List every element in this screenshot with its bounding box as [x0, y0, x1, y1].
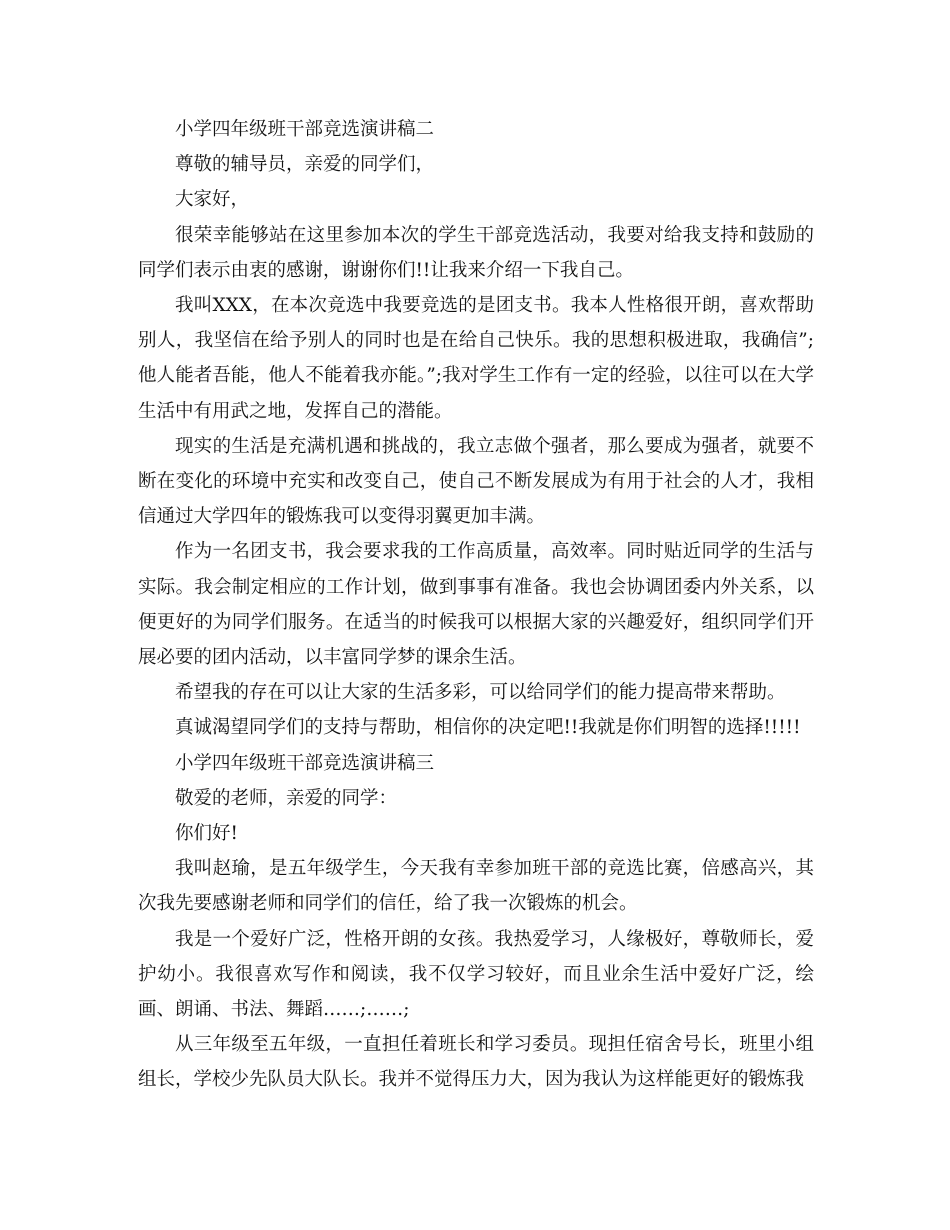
body-paragraph: 真诚渴望同学们的支持与帮助，相信你的决定吧!!我就是你们明智的选择!!!!! — [175, 717, 801, 739]
salutation-paragraph: 敬爱的老师，亲爱的同学： — [175, 787, 398, 809]
body-paragraph: 现实的生活是充满机遇和挑战的，我立志做个强者，那么要成为强者，就要不断在变化的环境中充实和改变自己，使自己不断发展成为有用于社会的人才，我相信通过大学四年的锻炼我可以变得羽翼更加丰满。 — [138, 435, 814, 528]
section-title-2: 小学四年级班干部竞选演讲稿二 — [175, 119, 435, 140]
body-paragraph: 很荣幸能够站在这里参加本次的学生干部竞选活动，我要对给我支持和鼓励的同学们表示由衷的感谢，谢谢你们!!让我来介绍一下我自己。 — [138, 224, 814, 281]
document-body — [138, 112, 814, 1098]
greeting-paragraph: 你们好! — [175, 823, 238, 845]
body-paragraph: 作为一名团支书，我会要求我的工作高质量，高效率。同时贴近同学的生活与实际。我会制定相应的工作计划，做到事事有准备。我也会协调团委内外关系，以便更好的为同学们服务。在适当的时候我可以根据大家的兴趣爱好，组织同学们开展必要的团内活动，以丰富同学梦的课余生活。 — [138, 541, 814, 669]
body-paragraph: 我叫赵瑜，是五年级学生，今天我有幸参加班干部的竞选比赛，倍感高兴，其次我先要感谢老师和同学们的信任，给了我一次锻炼的机会。 — [138, 858, 814, 915]
body-paragraph: 我叫XXX，在本次竞选中我要竞选的是团支书。我本人性格很开朗，喜欢帮助别人，我坚信在给予别人的同时也是在给自己快乐。我的思想积极进取，我确信”;他人能者吾能，他人不能着我亦能。”;我对学生工作有一定的经验，以往可以在大学生活中有用武之地，发挥自己的潜能。 — [138, 295, 814, 422]
greeting-paragraph: 大家好， — [175, 189, 250, 211]
section-title-3: 小学四年级班干部竞选演讲稿三 — [175, 752, 435, 774]
body-paragraph: 我是一个爱好广泛，性格开朗的女孩。我热爱学习，人缘极好，尊敬师长，爱护幼小。我很喜欢写作和阅读，我不仅学习较好，而且业余生活中爱好广泛，绘画、朗诵、书法、舞蹈……;……; — [138, 928, 814, 1021]
body-paragraph: 从三年级至五年级，一直担任着班长和学习委员。现担任宿舍号长，班里小组组长，学校少先队员大队长。我并不觉得压力大，因为我认为这样能更好的锻炼我 — [138, 1034, 814, 1091]
salutation-paragraph: 尊敬的辅导员，亲爱的同学们， — [175, 154, 435, 176]
body-paragraph: 希望我的存在可以让大家的生活多彩，可以给同学们的能力提高带来帮助。 — [175, 682, 786, 704]
